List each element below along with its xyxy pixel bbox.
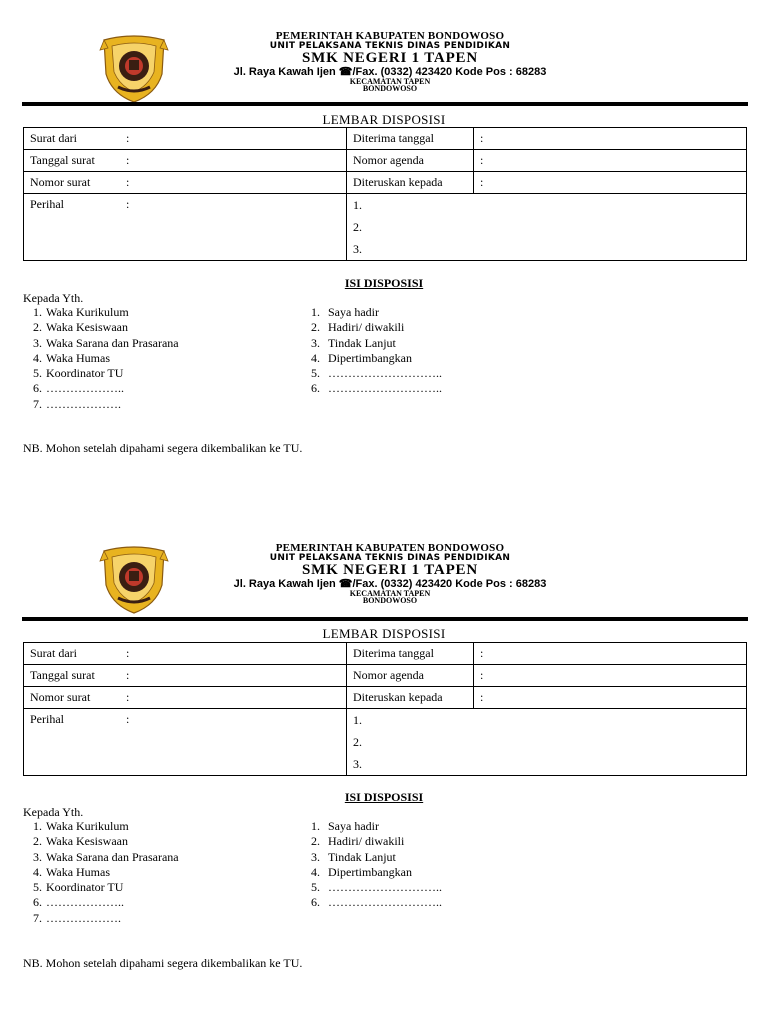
letterhead-rule — [22, 102, 748, 106]
table-row — [24, 128, 747, 150]
table-row — [24, 194, 747, 261]
letterhead-unit: UNIT PELAKSANA TEKNIS DINAS PENDIDIKAN — [269, 41, 511, 51]
list-item: 3. Waka Sarana dan Prasarana — [33, 335, 179, 350]
disposition-form-table — [23, 127, 747, 261]
list-item: 6. ……………….. — [33, 895, 124, 910]
list-item: 6. ……………………….. — [311, 895, 442, 910]
letterhead-unit: UNIT PELAKSANA TEKNIS DINAS PENDIDIKAN — [269, 553, 511, 563]
field-perihal[interactable]: Perihal : — [24, 709, 347, 776]
letterhead-address: Jl. Raya Kawah Ijen ☎/Fax. (0332) 423420 Kode Pos : 68283 — [233, 578, 547, 590]
letterhead-address: Jl. Raya Kawah Ijen ☎/Fax. (0332) 423420 Kode Pos : 68283 — [233, 66, 547, 78]
list-item: 1. Saya hadir — [311, 305, 379, 319]
letterhead-rule — [22, 617, 748, 621]
field-diteruskan-kepada[interactable]: : — [474, 687, 747, 709]
field-label-diteruskan-kepada: Diteruskan kepada — [347, 172, 474, 194]
instruction-list — [298, 819, 442, 911]
list-item: 3. Tindak Lanjut — [311, 849, 396, 864]
field-label-diteruskan-kepada: Diteruskan kepada — [347, 687, 474, 709]
list-item: 3. Tindak Lanjut — [311, 335, 396, 350]
isi-disposisi-title: ISI DISPOSISI — [344, 790, 424, 804]
field-perihal[interactable]: Perihal : — [24, 194, 347, 261]
field-nomor-surat[interactable]: Nomor surat : — [24, 172, 347, 194]
field-tanggal-surat[interactable]: Tanggal surat : — [24, 665, 347, 687]
table-row — [24, 665, 747, 687]
return-note: NB. Mohon setelah dipahami segera dikembalikan ke TU. — [23, 441, 303, 455]
list-item: 5. Koordinator TU — [33, 366, 124, 381]
letterhead-school-name: SMK NEGERI 1 TAPEN — [302, 562, 478, 578]
form-title: LEMBAR DISPOSISI — [322, 626, 446, 641]
return-note: NB. Mohon setelah dipahami segera dikembalikan ke TU. — [23, 956, 303, 970]
field-surat-dari[interactable]: Surat dari : — [24, 128, 347, 150]
list-item: 4. Dipertimbangkan — [311, 864, 412, 879]
letterhead-school-name: SMK NEGERI 1 TAPEN — [302, 50, 478, 66]
field-label-diterima-tanggal: Diterima tanggal — [347, 128, 474, 150]
list-item: 4. Dipertimbangkan — [311, 350, 412, 365]
list-item: 2. Waka Kesiswaan — [33, 834, 129, 849]
list-item: 1. Saya hadir — [311, 819, 379, 833]
form-title: LEMBAR DISPOSISI — [322, 112, 446, 127]
letterhead-regency: BONDOWOSO — [362, 596, 418, 605]
school-emblem-icon — [98, 543, 170, 615]
field-diterima-tanggal[interactable]: : — [474, 128, 747, 150]
recipient-list — [20, 305, 179, 412]
list-item: 5. ……………………….. — [311, 880, 442, 895]
isi-disposisi-title: ISI DISPOSISI — [344, 276, 424, 290]
list-item: 5. Koordinator TU — [33, 880, 124, 895]
field-label-diterima-tanggal: Diterima tanggal — [347, 643, 474, 665]
list-item: 6. ……………………….. — [311, 381, 442, 396]
field-surat-dari[interactable]: Surat dari : — [24, 643, 347, 665]
field-label-nomor-agenda: Nomor agenda — [347, 150, 474, 172]
recipient-list — [20, 819, 179, 926]
disposition-form-table — [23, 642, 747, 776]
list-item: 4. Waka Humas — [33, 350, 111, 365]
list-item: 7. ………………. — [33, 910, 121, 925]
kepada-label: Kepada Yth. — [23, 805, 84, 819]
letterhead-district: KECAMATAN TAPEN — [349, 589, 431, 598]
letterhead-government: PEMERINTAH KABUPATEN BONDOWOSO — [275, 542, 505, 554]
field-label-nomor-agenda: Nomor agenda — [347, 665, 474, 687]
list-item: 1. Waka Kurikulum — [33, 819, 129, 833]
field-diteruskan-kepada[interactable]: : — [474, 172, 747, 194]
list-item: 7. ………………. — [33, 396, 121, 411]
kepada-label: Kepada Yth. — [23, 291, 84, 305]
school-emblem-icon — [98, 32, 170, 104]
table-row — [24, 687, 747, 709]
instruction-list — [298, 305, 442, 397]
table-row — [24, 643, 747, 665]
list-item: 1. Waka Kurikulum — [33, 305, 129, 319]
letterhead-government: PEMERINTAH KABUPATEN BONDOWOSO — [275, 30, 505, 42]
table-row — [24, 150, 747, 172]
list-item: 5. ……………………….. — [311, 366, 442, 381]
list-item: 3. Waka Sarana dan Prasarana — [33, 849, 179, 864]
field-nomor-agenda[interactable]: : — [474, 150, 747, 172]
forward-numbered-lines[interactable]: 1. 2. 3. — [347, 194, 747, 261]
letterhead-regency: BONDOWOSO — [362, 84, 418, 93]
list-item: 4. Waka Humas — [33, 864, 111, 879]
list-item: 2. Hadiri/ diwakili — [311, 320, 405, 335]
list-item: 6. ……………….. — [33, 381, 124, 396]
table-row — [24, 709, 747, 776]
field-diterima-tanggal[interactable]: : — [474, 643, 747, 665]
letterhead-district: KECAMATAN TAPEN — [349, 77, 431, 86]
field-tanggal-surat[interactable]: Tanggal surat : — [24, 150, 347, 172]
field-nomor-surat[interactable]: Nomor surat : — [24, 687, 347, 709]
field-nomor-agenda[interactable]: : — [474, 665, 747, 687]
list-item: 2. Waka Kesiswaan — [33, 320, 129, 335]
list-item: 2. Hadiri/ diwakili — [311, 834, 405, 849]
forward-numbered-lines[interactable]: 1. 2. 3. — [347, 709, 747, 776]
table-row — [24, 172, 747, 194]
